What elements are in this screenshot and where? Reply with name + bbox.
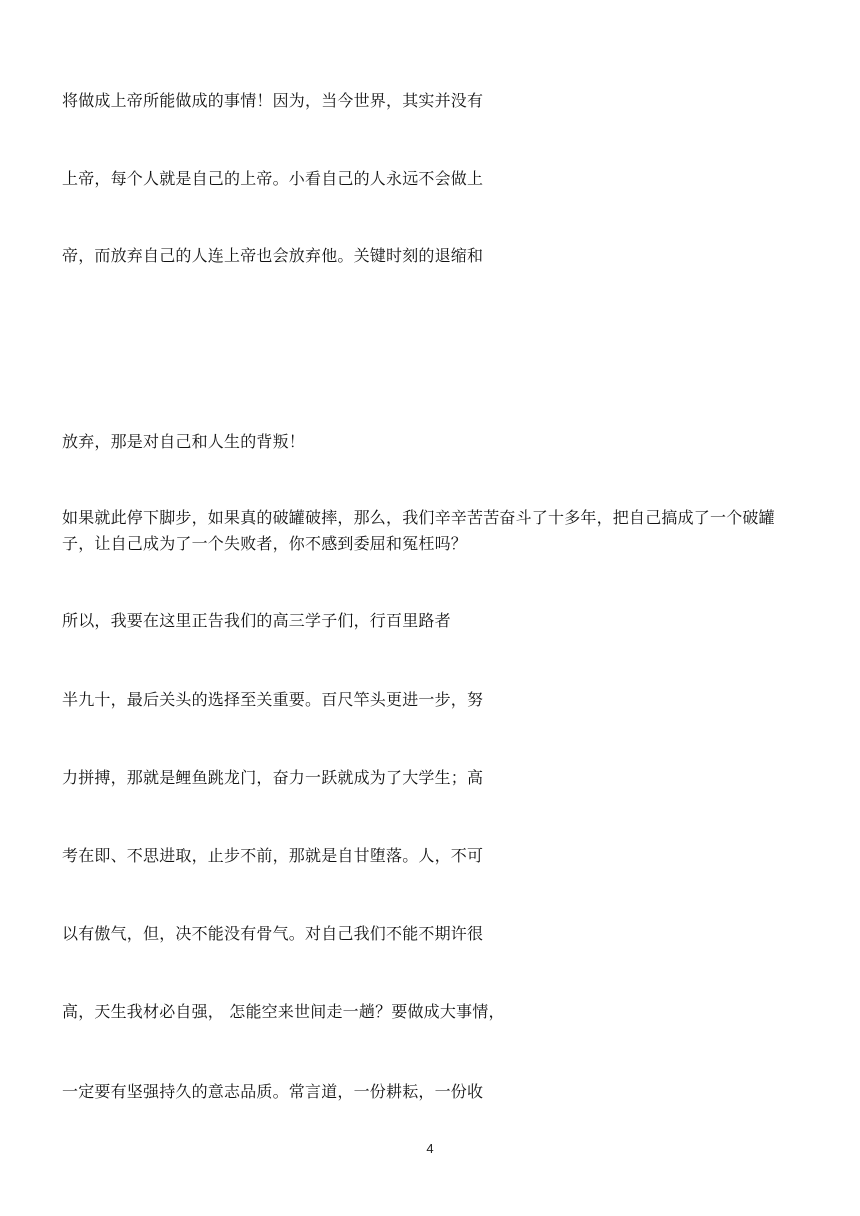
text-line: 上帝，每个人就是自己的上帝。小看自己的人永远不会做上 [62, 169, 484, 188]
text-line: 考在即、不思进取，止步不前，那就是自甘堕落。人，不可 [62, 846, 484, 865]
text-line: 高，天生我材必自强， 怎能空来世间走一趟？要做成大事情， [62, 1002, 505, 1021]
text-line: 半九十，最后关头的选择至关重要。百尺竿头更进一步，努 [62, 690, 484, 709]
text-paragraph: 如果就此停下脚步，如果真的破罐破摔，那么，我们辛辛苦苦奋斗了十多年，把自己搞成了一个破罐子，让自己成为了一个失败者，你不感到委屈和冤枉吗？ [62, 508, 775, 553]
text-line: 所以，我要在这里正告我们的高三学子们，行百里路者 [62, 611, 451, 630]
page-number: 4 [426, 1141, 434, 1156]
text-line: 一定要有坚强持久的意志品质。常言道，一份耕耘，一份收 [62, 1082, 484, 1101]
text-line: 帝，而放弃自己的人连上帝也会放弃他。关键时刻的退缩和 [62, 246, 484, 265]
text-line: 放弃，那是对自己和人生的背叛！ [62, 432, 306, 451]
text-line: 以有傲气，但，决不能没有骨气。对自己我们不能不期许很 [62, 924, 484, 943]
text-line: 将做成上帝所能做成的事情！因为，当今世界，其实并没有 [62, 91, 484, 110]
text-line: 力拼搏，那就是鲤鱼跳龙门，奋力一跃就成为了大学生；高 [62, 768, 484, 787]
